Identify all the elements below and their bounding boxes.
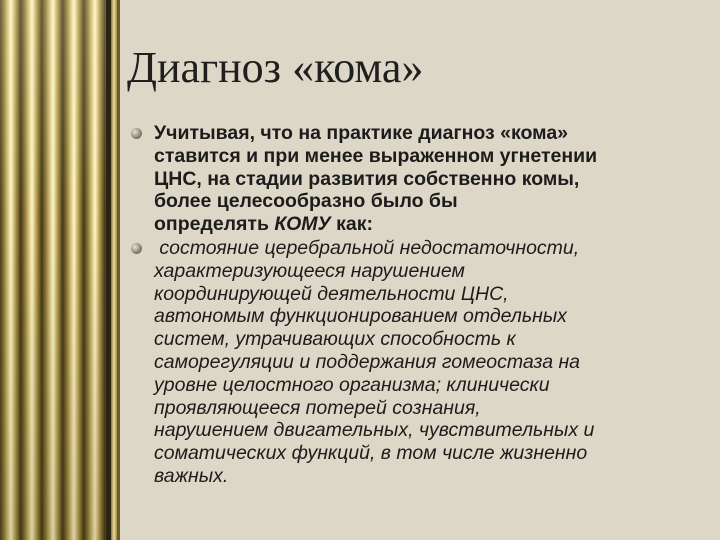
bullet-2-line-6: саморегуляции и поддержания гомеостаза на <box>154 350 581 373</box>
bullet-1-line-5 <box>154 213 710 236</box>
bullet-2-line-1: состояние церебральной недостаточности, <box>154 236 580 259</box>
sphere-bullet-icon <box>131 128 142 139</box>
bullet-2-line-8: проявляющееся потерей сознания, <box>154 396 481 419</box>
bullet-2-line-4: автономым функционированием отдельных <box>154 305 567 328</box>
bullet-1-line-5-prefix: определять <box>154 213 275 236</box>
bullet-list <box>130 122 710 489</box>
bullet-1-line-4: более целесообразно было бы <box>154 190 458 213</box>
bullet-2-line-10: соматических функций, в том числе жизненно <box>154 442 588 465</box>
bullet-2-line-3: координирующей деятельности ЦНС, <box>154 282 509 305</box>
slide-title: Диагноз «кома» <box>127 43 424 92</box>
bullet-item-2 <box>130 237 710 488</box>
bullet-1-line-5-suffix: как: <box>330 213 374 236</box>
bullet-1-line-3: ЦНС, на стадии развития собственно комы, <box>154 167 580 190</box>
bullet-2-line-11: важных. <box>154 464 229 487</box>
bullet-2-line-2: характеризующееся нарушением <box>154 259 465 282</box>
sphere-bullet-icon <box>131 243 142 254</box>
bullet-2-line-5: систем, утрачивающих способность к <box>154 328 516 351</box>
gold-curtain-decoration <box>0 0 106 540</box>
bullet-item-1 <box>130 122 710 236</box>
bullet-2-line-7: уровне целостного организма; клинически <box>154 373 550 396</box>
divider-shade <box>117 0 120 540</box>
bullet-1-emphasis: КОМУ <box>274 213 331 236</box>
bullet-1-line-1: Учитывая, что на практике диагноз «кома» <box>154 122 569 144</box>
bullet-2-line-9: нарушением двигательных, чувствительных и <box>154 419 595 442</box>
bullet-1-line-2: ставится и при менее выраженном угнетении <box>154 144 598 167</box>
